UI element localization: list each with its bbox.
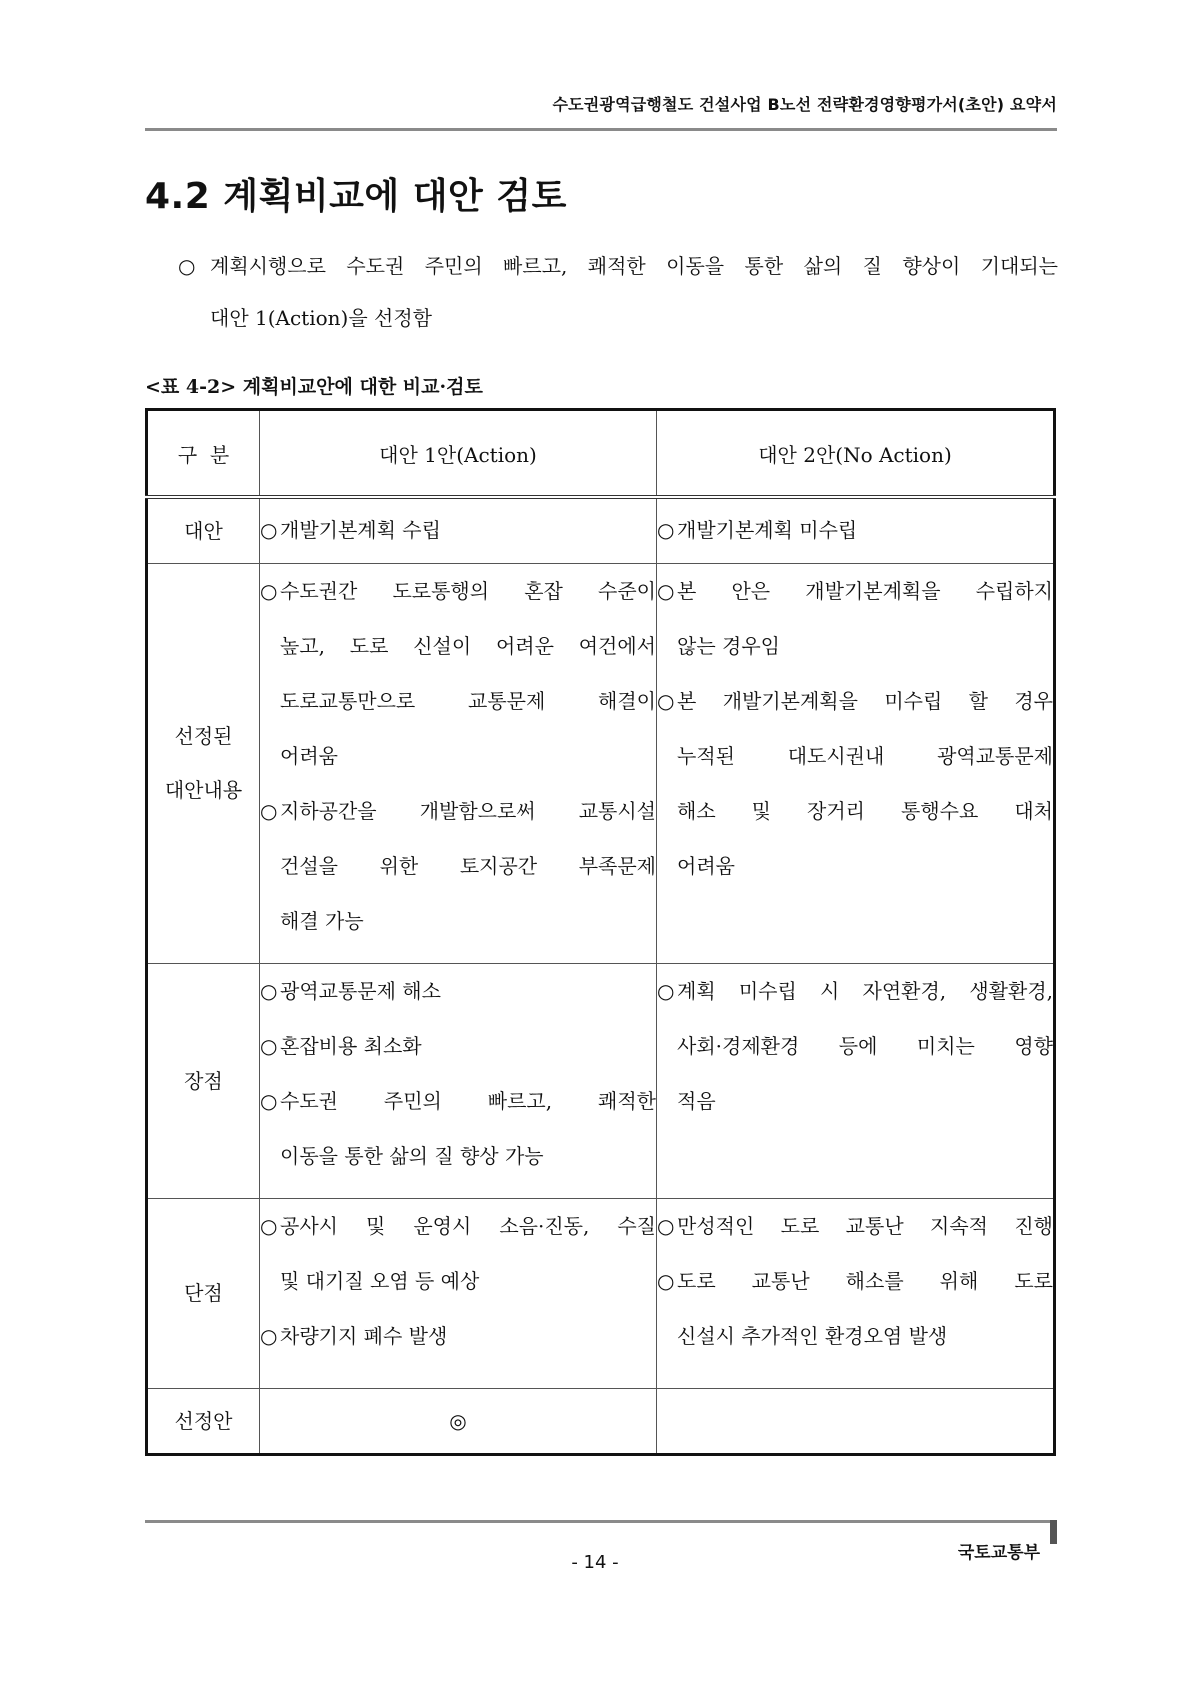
comparison-table — [145, 408, 1056, 1456]
alt1-selection-mark: ◎ — [260, 1388, 657, 1454]
bullet: ○ — [657, 518, 675, 543]
text: 수도권 주민의 빠르고, 쾌적한 — [280, 1088, 656, 1113]
bullet: ○ — [260, 518, 278, 543]
document-header: 수도권광역급행철도 건설사업 B노선 전략환경영향평가서(초안) 요약서 — [552, 95, 1057, 114]
bullet: ○ — [260, 578, 278, 603]
alt2-content — [657, 563, 1055, 963]
intro-bullet: ○ — [178, 254, 196, 278]
text: 혼잡비용 최소화 — [280, 1033, 422, 1058]
header-alt2: 대안 2안(No Action) — [657, 410, 1055, 498]
row-label-selection: 선정안 — [147, 1388, 260, 1454]
bullet: ○ — [260, 1033, 278, 1058]
table-header-row — [147, 410, 1055, 498]
text: 광역교통문제 해소 — [280, 978, 441, 1003]
text: 차량기지 폐수 발생 — [280, 1323, 448, 1348]
section-title: 4.2 계획비교에 대안 검토 — [145, 176, 567, 217]
alt2-cons — [657, 1198, 1055, 1388]
text: 누적된 대도시권내 광역교통문제 — [677, 743, 1053, 768]
intro-line-2: 대안 1(Action)을 선정함 — [210, 306, 432, 330]
bullet: ○ — [657, 688, 675, 713]
row-label-cons: 단점 — [147, 1198, 260, 1388]
label-line: 선정된 — [174, 724, 233, 748]
text: 어려움 — [677, 853, 735, 878]
text: 본 개발기본계획을 미수립 할 경우 — [677, 688, 1053, 713]
text: 계획 미수립 시 자연환경, 생활환경, — [677, 978, 1053, 1003]
bullet: ○ — [260, 1213, 278, 1238]
alt2-alternative — [657, 497, 1055, 563]
alt2-pros — [657, 963, 1055, 1198]
text: 개발기본계획 수립 — [280, 518, 441, 543]
text: 해소 및 장거리 통행수요 대처 — [677, 798, 1053, 823]
text: 지하공간을 개발함으로써 교통시설 — [280, 798, 656, 823]
footer-mark — [1050, 1520, 1057, 1544]
text: 건설을 위한 토지공간 부족문제 — [280, 853, 656, 878]
bullet: ○ — [260, 1088, 278, 1113]
alt1-cons — [260, 1198, 657, 1388]
page-number: - 14 - — [571, 1552, 619, 1573]
text: 도로교통만으로 교통문제 해결이 — [280, 688, 656, 713]
bullet: ○ — [260, 978, 278, 1003]
text: 않는 경우임 — [677, 633, 780, 658]
bullet: ○ — [260, 1323, 278, 1348]
alt1-alternative — [260, 497, 657, 563]
text: 신설시 추가적인 환경오염 발생 — [677, 1323, 948, 1348]
bullet: ○ — [657, 1268, 675, 1293]
text: 및 대기질 오염 등 예상 — [280, 1268, 480, 1293]
header-rule — [145, 128, 1057, 131]
alt1-pros — [260, 963, 657, 1198]
label-line: 대안내용 — [164, 778, 243, 802]
text: 사회·경제환경 등에 미치는 영향 — [677, 1033, 1053, 1058]
text: 도로 교통난 해소를 위해 도로 — [677, 1268, 1053, 1293]
text: 적음 — [677, 1088, 716, 1113]
row-label-pros: 장점 — [147, 963, 260, 1198]
row-label-alternative: 대안 — [147, 497, 260, 563]
header-alt1: 대안 1안(Action) — [260, 410, 657, 498]
text: 해결 가능 — [280, 908, 364, 933]
text: 만성적인 도로 교통난 지속적 진행 — [677, 1213, 1053, 1238]
text: 수도권간 도로통행의 혼잡 수준이 — [280, 578, 656, 603]
table-row-selection — [147, 1388, 1055, 1454]
table-row-alternative — [147, 497, 1055, 563]
text: 높고, 도로 신설이 어려운 여건에서 — [280, 633, 656, 658]
text: 이동을 통한 삶의 질 향상 가능 — [280, 1143, 544, 1168]
alt1-content — [260, 563, 657, 963]
header-label: 구 분 — [147, 410, 260, 498]
table-row-cons — [147, 1198, 1055, 1388]
table-caption: <표 4-2> 계획비교안에 대한 비교·검토 — [145, 376, 483, 398]
table-row-content — [147, 563, 1055, 963]
bullet: ○ — [657, 1213, 675, 1238]
text: 본 안은 개발기본계획을 수립하지 — [677, 578, 1053, 603]
text: 개발기본계획 미수립 — [677, 518, 858, 543]
text: 어려움 — [280, 743, 338, 768]
footer-rule — [145, 1520, 1057, 1523]
text: 공사시 및 운영시 소음·진동, 수질 — [280, 1213, 656, 1238]
footer-organization: 국토교통부 — [957, 1543, 1040, 1563]
intro-line-1: 계획시행으로 수도권 주민의 빠르고, 쾌적한 이동을 통한 삶의 질 향상이 기대되는 — [210, 254, 1058, 278]
bullet: ○ — [657, 578, 675, 603]
bullet: ○ — [260, 798, 278, 823]
alt2-selection-mark — [657, 1388, 1055, 1454]
table-row-pros — [147, 963, 1055, 1198]
row-label-content — [147, 563, 260, 963]
bullet: ○ — [657, 978, 675, 1003]
